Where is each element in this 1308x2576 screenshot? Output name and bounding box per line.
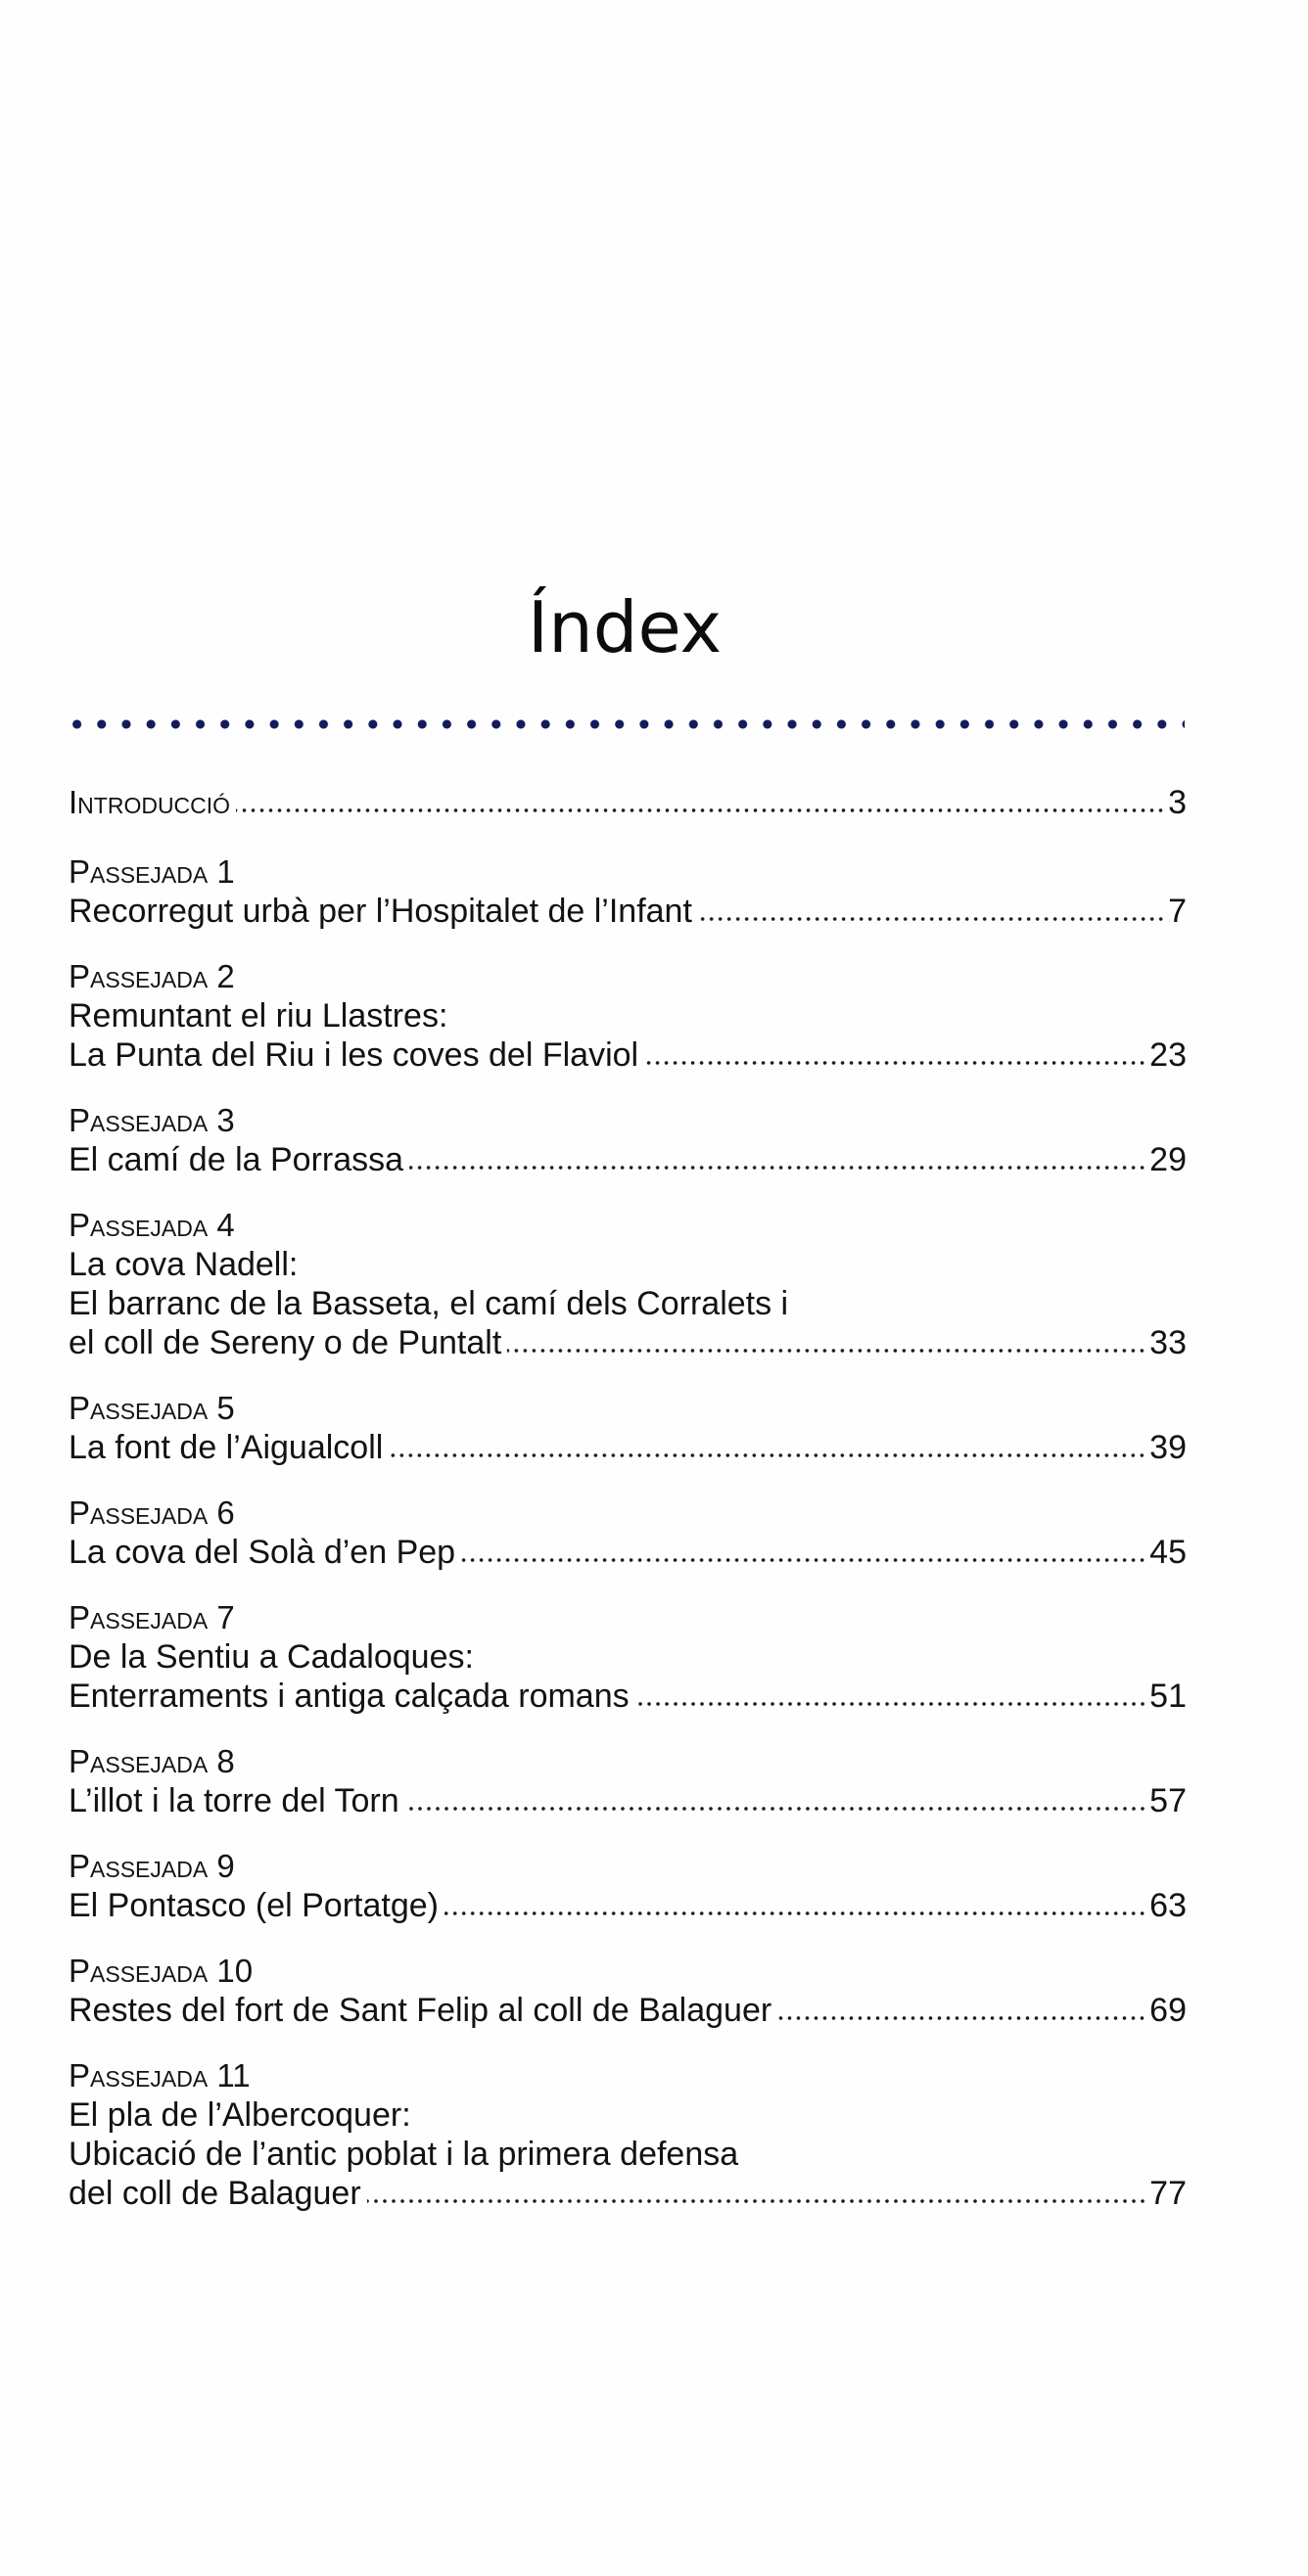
toc-entry-title: Recorregut urbà per l’Hospitalet de l’Infant [69, 893, 692, 930]
toc-entry-label [69, 1742, 1187, 1781]
toc-entry-prefix: Passejada [69, 1102, 217, 1138]
toc-entry-label [69, 2056, 1187, 2095]
toc-page-number: 45 [1149, 1534, 1187, 1571]
toc-entry-subtitle: El barranc de la Basseta, el camí dels Corralets i [69, 1285, 789, 1322]
dot-leader [236, 807, 1165, 813]
toc-entry-number: 7 [216, 1599, 235, 1635]
toc-entry-label [69, 957, 1187, 996]
toc-entry-subtitle-lines [69, 1245, 1187, 1323]
toc-entry-subtitle-lines [69, 2095, 1187, 2174]
toc-entry-title: del coll de Balaguer [69, 2175, 361, 2212]
dot-leader [461, 1557, 1146, 1563]
toc-entry-prefix: Passejada [69, 1743, 217, 1779]
toc-page-number: 69 [1149, 1992, 1187, 2029]
toc-entry-title: El Pontasco (el Portatge) [69, 1887, 439, 1924]
toc-entry-passejada-2[interactable] [69, 957, 1187, 1075]
decorative-dotted-rule [65, 718, 1185, 730]
toc-entry-prefix: Passejada [69, 958, 217, 994]
toc-line [69, 1323, 1187, 1362]
toc-entry-subtitle: El pla de l’Albercoquer: [69, 2096, 411, 2134]
toc-page-number: 29 [1149, 1141, 1187, 1178]
toc-line [69, 1140, 1187, 1179]
toc-entry-passejada-7[interactable] [69, 1598, 1187, 1716]
dot-leader [777, 2015, 1146, 2021]
toc-line [69, 1533, 1187, 1572]
toc-line [69, 1886, 1187, 1925]
dot-leader [644, 1060, 1146, 1066]
page-title: Índex [527, 586, 723, 668]
toc-line [69, 783, 1187, 822]
toc-line [69, 1781, 1187, 1820]
toc-entry-prefix: Passejada [69, 1953, 217, 1989]
toc-entry-number: 6 [216, 1495, 235, 1531]
toc-entry-prefix: Passejada [69, 1495, 217, 1531]
toc-entry-title: Restes del fort de Sant Felip al coll de Balaguer [69, 1992, 772, 2029]
toc-entry-passejada-4[interactable] [69, 1206, 1187, 1362]
toc-page-number: 51 [1149, 1678, 1187, 1715]
toc-entry-number: 11 [216, 2057, 251, 2093]
toc-line [69, 1035, 1187, 1075]
toc-entry-passejada-8[interactable] [69, 1742, 1187, 1820]
toc-entry-title: Introducció [69, 784, 231, 820]
toc-entry-label [69, 1494, 1187, 1533]
toc-entry-subtitle: La cova Nadell: [69, 1246, 299, 1283]
toc-entry-prefix: Passejada [69, 1848, 217, 1884]
toc-line [69, 1428, 1187, 1467]
toc-entry-passejada-1[interactable] [69, 852, 1187, 931]
toc-entry-number: 2 [216, 958, 235, 994]
table-of-contents [69, 783, 1187, 2239]
toc-page-number: 63 [1149, 1887, 1187, 1924]
toc-entry-prefix: Passejada [69, 1390, 217, 1426]
toc-entry-label [69, 1206, 1187, 1245]
toc-entry-title: L’illot i la torre del Torn [69, 1782, 399, 1819]
toc-entry-number: 8 [216, 1743, 235, 1779]
toc-entry-passejada-9[interactable] [69, 1847, 1187, 1925]
dot-leader [367, 2198, 1147, 2204]
toc-line [69, 2174, 1187, 2213]
toc-entry-subtitle: De la Sentiu a Cadaloques: [69, 1638, 474, 1676]
toc-entry-passejada-5[interactable] [69, 1389, 1187, 1467]
dot-leader [507, 1348, 1146, 1354]
toc-entry-number: 5 [216, 1390, 235, 1426]
toc-page-number: 57 [1149, 1782, 1187, 1819]
toc-entry-number: 3 [216, 1102, 235, 1138]
toc-line [69, 892, 1187, 931]
toc-page-number: 33 [1149, 1324, 1187, 1361]
toc-page-number: 7 [1168, 893, 1187, 930]
toc-entry-title: La Punta del Riu i les coves del Flaviol [69, 1036, 639, 1074]
toc-entry-introduction[interactable] [69, 783, 1187, 822]
toc-entry-label [69, 1847, 1187, 1886]
toc-entry-number: 9 [216, 1848, 235, 1884]
toc-entry-title: Enterraments i antiga calçada romans [69, 1678, 630, 1715]
toc-entry-title: La font de l’Aigualcoll [69, 1429, 384, 1466]
toc-entry-passejada-3[interactable] [69, 1101, 1187, 1179]
toc-page-number: 77 [1149, 2175, 1187, 2212]
toc-entry-passejada-11[interactable] [69, 2056, 1187, 2213]
toc-entry-subtitle: Ubicació de l’antic poblat i la primera defensa [69, 2136, 739, 2173]
toc-entry-label [69, 1598, 1187, 1637]
toc-entry-title: el coll de Sereny o de Puntalt [69, 1324, 502, 1361]
toc-page-number: 39 [1149, 1429, 1187, 1466]
toc-entry-prefix: Passejada [69, 853, 217, 890]
dot-leader [409, 1165, 1146, 1171]
toc-entry-number: 1 [216, 853, 235, 890]
dot-leader [698, 916, 1165, 922]
toc-entry-label [69, 1952, 1187, 1991]
toc-entry-number: 4 [216, 1207, 235, 1243]
toc-entry-subtitle-lines [69, 996, 1187, 1035]
dot-leader [444, 1910, 1146, 1916]
toc-entry-title: La cova del Solà d’en Pep [69, 1534, 456, 1571]
toc-entry-prefix: Passejada [69, 1599, 217, 1635]
toc-entry-number: 10 [216, 1953, 254, 1989]
toc-entry-subtitle: Remuntant el riu Llastres: [69, 997, 448, 1035]
dot-leader [389, 1452, 1146, 1458]
toc-entry-title: El camí de la Porrassa [69, 1141, 404, 1178]
toc-page-number: 3 [1168, 784, 1187, 821]
dot-leader [405, 1806, 1147, 1812]
toc-entry-passejada-10[interactable] [69, 1952, 1187, 2030]
toc-entry-subtitle-lines [69, 1637, 1187, 1677]
toc-entry-label [69, 1101, 1187, 1140]
toc-page-number: 23 [1149, 1036, 1187, 1074]
toc-entry-label [69, 1389, 1187, 1428]
toc-line [69, 1991, 1187, 2030]
toc-line [69, 1677, 1187, 1716]
toc-entry-passejada-6[interactable] [69, 1494, 1187, 1572]
dot-leader [635, 1701, 1147, 1707]
toc-entry-prefix: Passejada [69, 2057, 217, 2093]
toc-entry-label [69, 852, 1187, 892]
toc-entry-prefix: Passejada [69, 1207, 217, 1243]
